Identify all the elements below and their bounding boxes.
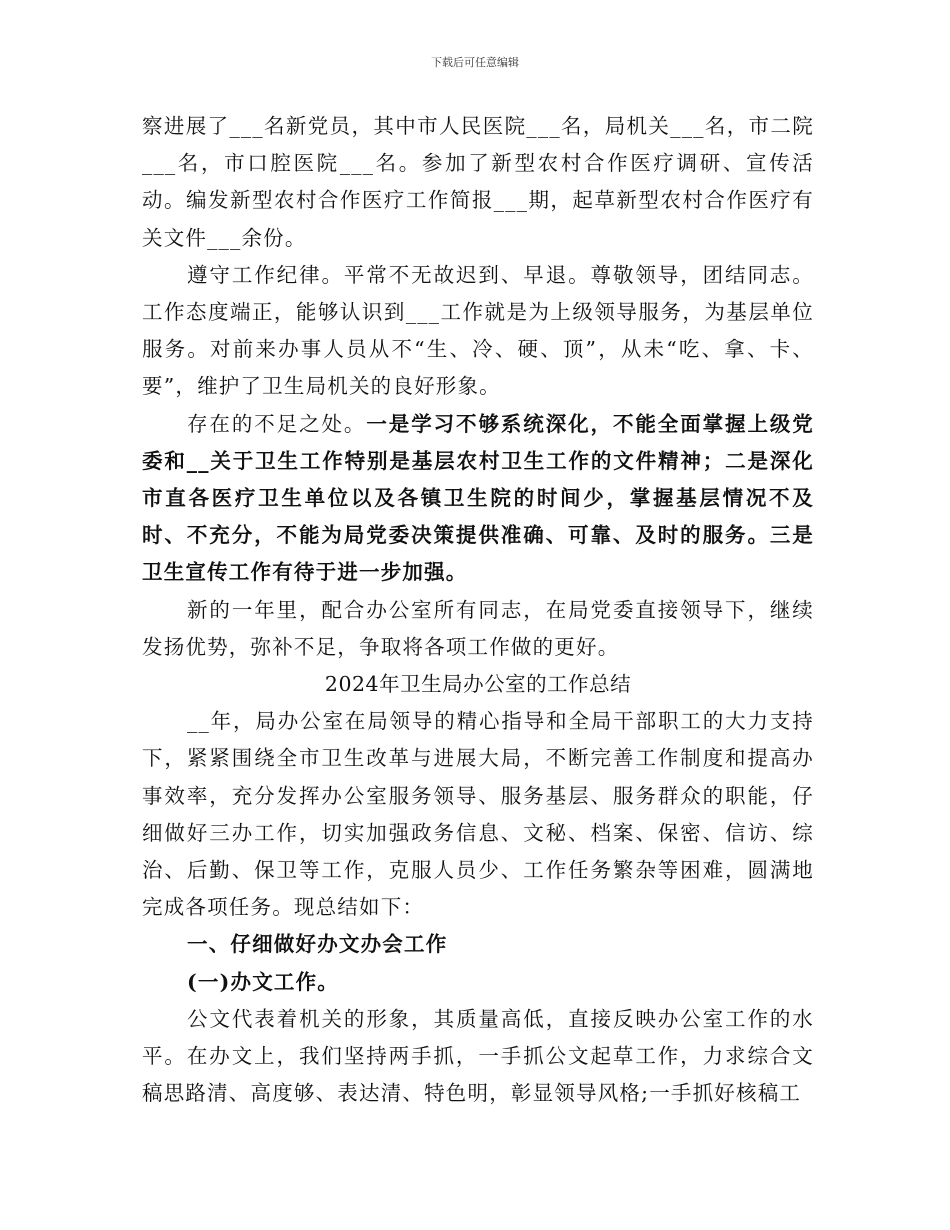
paragraph-new-members: 察进展了___名新党员，其中市人民医院___名，局机关___名，市二院___名，市口腔医院___名。参加了新型农村合作医疗调研、宣传活动。编发新型农村合作医疗工作简报___期，起草新型农村合作医疗有关文件___余份。	[142, 114, 814, 250]
paragraph-new-year: 新的一年里，配合办公室所有同志，在局党委直接领导下，继续发扬优势，弥补不足，争取将各项工作做的更好。	[142, 597, 814, 659]
heading-level-1: 一、仔细做好办文办会工作	[187, 932, 448, 957]
shortcomings-lead: 存在的不足之处。	[187, 411, 367, 436]
document-body	[142, 108, 814, 1112]
paragraph-shortcomings	[142, 406, 814, 592]
section-title: 2024年卫生局办公室的工作总结	[324, 672, 632, 697]
shortcomings-detail: 一是学习不够系统深化，不能全面掌握上级党委和__关于卫生工作特别是基层农村卫生工作的文件精神；二是深化市直各医疗卫生单位以及各镇卫生院的时间少，掌握基层情况不及时、不充分，不能为局党委决策提供准确、可靠、及时的服务。三是卫生宣传工作有待于进一步加强。	[142, 411, 815, 585]
paragraph-work-discipline: 遵守工作纪律。平常不无故迟到、早退。尊敬领导，团结同志。工作态度端正，能够认识到___工作就是为上级领导服务，为基层单位服务。对前来办事人员从不“生、冷、硬、顶”，从未“吃、拿、卡、要”，维护了卫生局机关的良好形象。	[142, 262, 814, 399]
paragraph-document-work: 公文代表着机关的形象，其质量高低，直接反映办公室工作的水平。在办文上，我们坚持两手抓，一手抓公文起草工作，力求综合文稿思路清、高度够、表达清、特色明，彰显领导风格;一手抓好核稿工	[142, 1006, 814, 1106]
page-header-note: 下载后可任意编辑	[431, 56, 519, 69]
paragraph-summary-intro: __年，局办公室在局领导的精心指导和全局干部职工的大力支持下，紧紧围绕全市卫生改革与进展大局，不断完善工作制度和提高办事效率，充分发挥办公室服务领导、服务基层、服务群众的职能，仔细做好三办工作，切实加强政务信息、文秘、档案、保密、信访、综治、后勤、保卫等工作，克服人员少、工作任务繁杂等困难，圆满地完成各项任务。现总结如下：	[142, 709, 814, 920]
heading-level-2: (一)办文工作。	[187, 969, 339, 994]
